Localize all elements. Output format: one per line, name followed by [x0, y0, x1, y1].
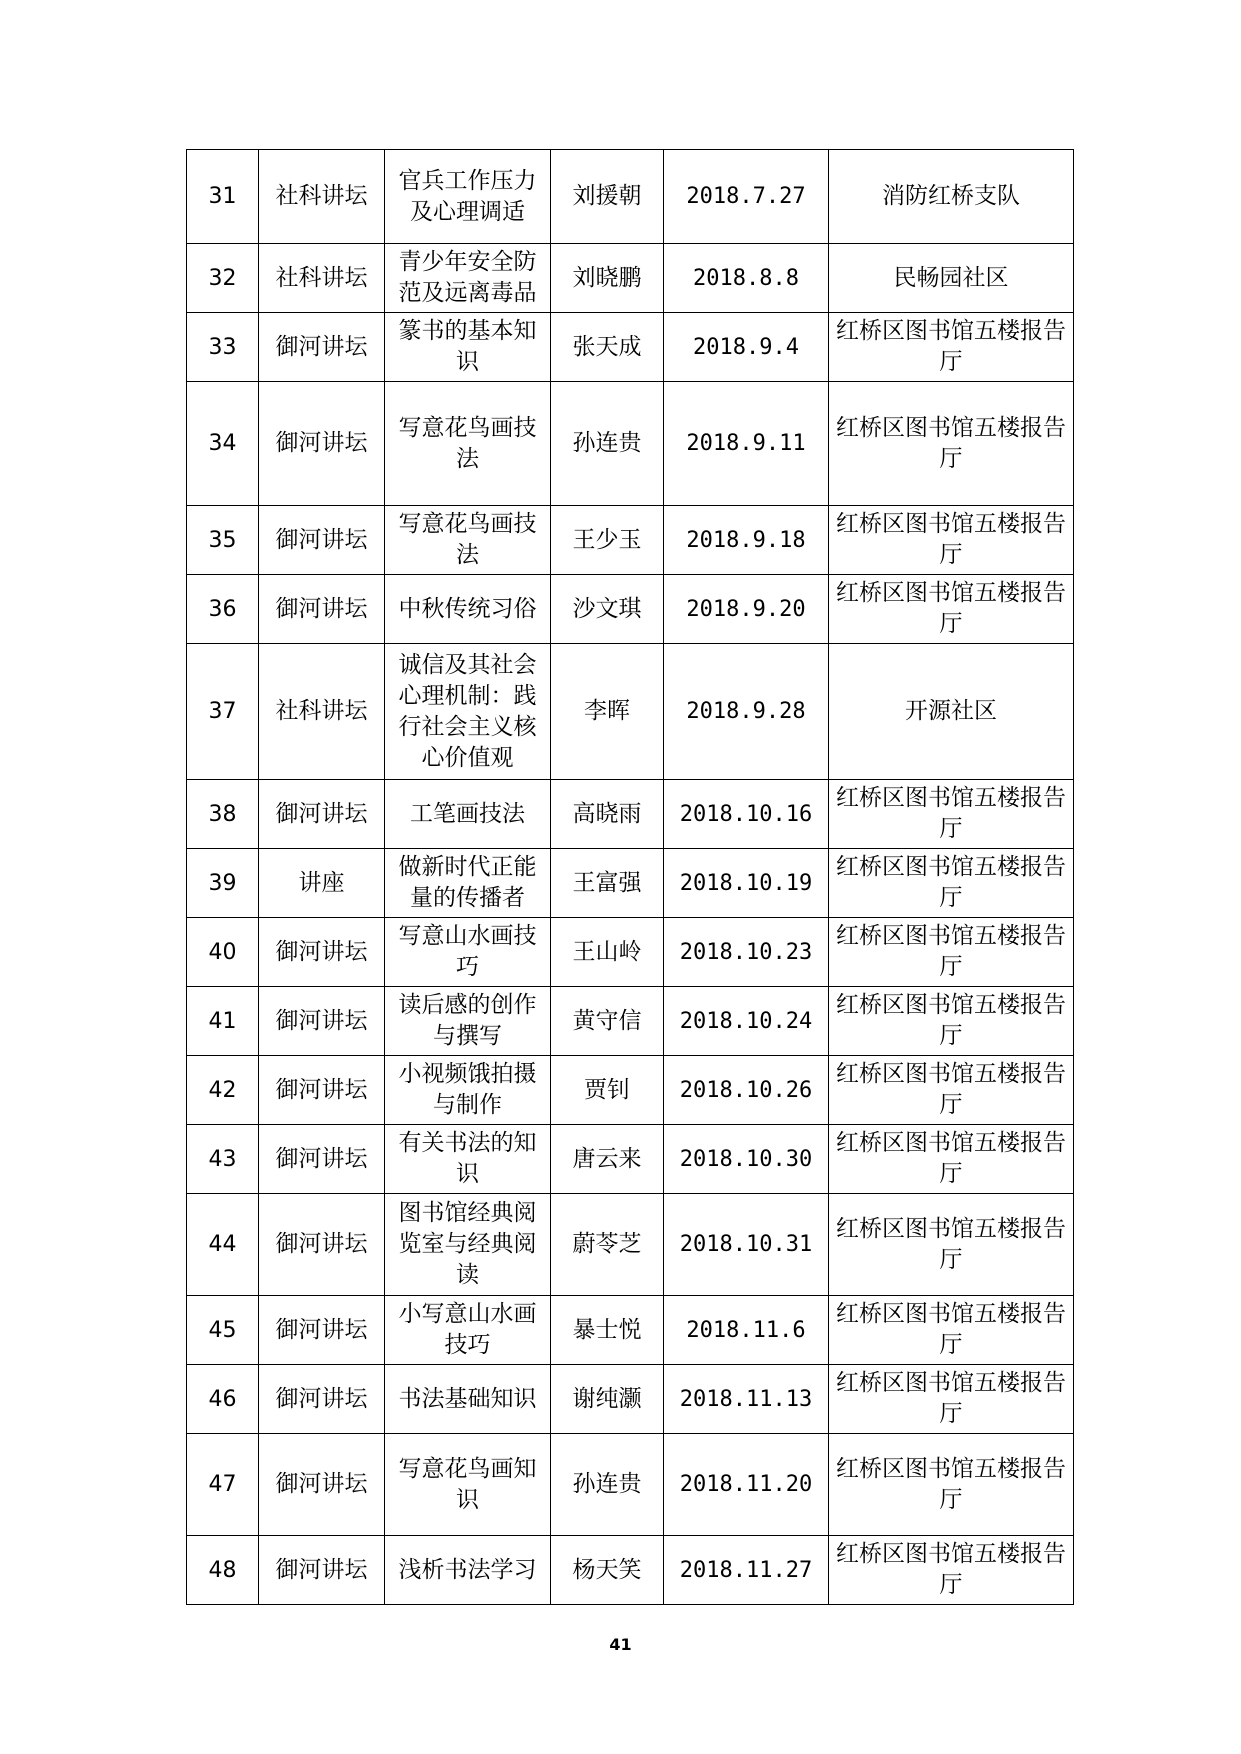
cell-venue: 红桥区图书馆五楼报告厅 — [829, 849, 1074, 918]
cell-number: 32 — [187, 244, 259, 313]
cell-type: 御河讲坛 — [259, 918, 385, 987]
cell-number: 31 — [187, 150, 259, 244]
table-row — [187, 150, 1074, 244]
cell-number: 44 — [187, 1194, 259, 1296]
cell-speaker: 沙文琪 — [551, 575, 664, 644]
cell-date: 2018.11.20 — [664, 1434, 829, 1536]
cell-date: 2018.9.11 — [664, 382, 829, 506]
cell-venue: 红桥区图书馆五楼报告厅 — [829, 1365, 1074, 1434]
cell-type: 御河讲坛 — [259, 1125, 385, 1194]
cell-venue: 红桥区图书馆五楼报告厅 — [829, 780, 1074, 849]
cell-date: 2018.9.20 — [664, 575, 829, 644]
cell-type: 御河讲坛 — [259, 987, 385, 1056]
cell-speaker: 蔚苓芝 — [551, 1194, 664, 1296]
page-number: 41 — [609, 1635, 632, 1654]
cell-speaker: 张天成 — [551, 313, 664, 382]
table-row — [187, 244, 1074, 313]
cell-speaker: 杨天笑 — [551, 1536, 664, 1605]
cell-date: 2018.10.23 — [664, 918, 829, 987]
cell-topic: 写意花鸟画技法 — [385, 382, 551, 506]
cell-type: 御河讲坛 — [259, 1434, 385, 1536]
cell-type: 御河讲坛 — [259, 780, 385, 849]
cell-number: 35 — [187, 506, 259, 575]
cell-date: 2018.10.24 — [664, 987, 829, 1056]
cell-venue: 红桥区图书馆五楼报告厅 — [829, 575, 1074, 644]
cell-venue: 红桥区图书馆五楼报告厅 — [829, 506, 1074, 575]
cell-speaker: 刘晓鹏 — [551, 244, 664, 313]
cell-type: 御河讲坛 — [259, 313, 385, 382]
cell-speaker: 刘援朝 — [551, 150, 664, 244]
cell-speaker: 高晓雨 — [551, 780, 664, 849]
cell-number: 43 — [187, 1125, 259, 1194]
table-row — [187, 849, 1074, 918]
cell-number: 45 — [187, 1296, 259, 1365]
cell-date: 2018.10.30 — [664, 1125, 829, 1194]
cell-type: 御河讲坛 — [259, 506, 385, 575]
cell-type: 御河讲坛 — [259, 1296, 385, 1365]
cell-venue: 红桥区图书馆五楼报告厅 — [829, 1056, 1074, 1125]
cell-number: 36 — [187, 575, 259, 644]
cell-type: 御河讲坛 — [259, 1056, 385, 1125]
cell-type: 御河讲坛 — [259, 382, 385, 506]
table-row — [187, 1125, 1074, 1194]
cell-topic: 官兵工作压力及心理调适 — [385, 150, 551, 244]
table-row — [187, 1056, 1074, 1125]
cell-number: 48 — [187, 1536, 259, 1605]
cell-topic: 青少年安全防范及远离毒品 — [385, 244, 551, 313]
table-row — [187, 313, 1074, 382]
cell-type: 社科讲坛 — [259, 644, 385, 780]
cell-speaker: 唐云来 — [551, 1125, 664, 1194]
table-body — [187, 150, 1074, 1605]
cell-type: 讲座 — [259, 849, 385, 918]
cell-speaker: 暴士悦 — [551, 1296, 664, 1365]
cell-speaker: 王山岭 — [551, 918, 664, 987]
cell-speaker: 贾钊 — [551, 1056, 664, 1125]
cell-venue: 红桥区图书馆五楼报告厅 — [829, 382, 1074, 506]
cell-topic: 图书馆经典阅览室与经典阅读 — [385, 1194, 551, 1296]
cell-speaker: 孙连贵 — [551, 1434, 664, 1536]
cell-number: 33 — [187, 313, 259, 382]
cell-topic: 写意花鸟画知识 — [385, 1434, 551, 1536]
cell-number: 40 — [187, 918, 259, 987]
table-row — [187, 780, 1074, 849]
cell-date: 2018.10.19 — [664, 849, 829, 918]
cell-number: 39 — [187, 849, 259, 918]
cell-venue: 红桥区图书馆五楼报告厅 — [829, 1536, 1074, 1605]
lecture-schedule-table — [186, 149, 1074, 1605]
table-row — [187, 1296, 1074, 1365]
table-row — [187, 918, 1074, 987]
cell-venue: 民畅园社区 — [829, 244, 1074, 313]
cell-date: 2018.11.27 — [664, 1536, 829, 1605]
cell-venue: 红桥区图书馆五楼报告厅 — [829, 918, 1074, 987]
cell-type: 御河讲坛 — [259, 575, 385, 644]
table-row — [187, 1536, 1074, 1605]
cell-venue: 红桥区图书馆五楼报告厅 — [829, 1434, 1074, 1536]
cell-date: 2018.10.26 — [664, 1056, 829, 1125]
cell-date: 2018.9.4 — [664, 313, 829, 382]
cell-venue: 红桥区图书馆五楼报告厅 — [829, 1125, 1074, 1194]
cell-venue: 红桥区图书馆五楼报告厅 — [829, 1194, 1074, 1296]
cell-type: 御河讲坛 — [259, 1536, 385, 1605]
cell-type: 御河讲坛 — [259, 1365, 385, 1434]
cell-topic: 写意花鸟画技法 — [385, 506, 551, 575]
cell-venue: 红桥区图书馆五楼报告厅 — [829, 987, 1074, 1056]
table-row — [187, 382, 1074, 506]
cell-speaker: 王富强 — [551, 849, 664, 918]
cell-number: 46 — [187, 1365, 259, 1434]
cell-topic: 小视频饿拍摄与制作 — [385, 1056, 551, 1125]
cell-date: 2018.9.28 — [664, 644, 829, 780]
cell-topic: 有关书法的知识 — [385, 1125, 551, 1194]
cell-speaker: 孙连贵 — [551, 382, 664, 506]
cell-topic: 中秋传统习俗 — [385, 575, 551, 644]
table-row — [187, 575, 1074, 644]
cell-venue: 消防红桥支队 — [829, 150, 1074, 244]
cell-date: 2018.7.27 — [664, 150, 829, 244]
cell-number: 41 — [187, 987, 259, 1056]
cell-topic: 篆书的基本知识 — [385, 313, 551, 382]
cell-number: 47 — [187, 1434, 259, 1536]
cell-date: 2018.10.16 — [664, 780, 829, 849]
cell-topic: 书法基础知识 — [385, 1365, 551, 1434]
cell-type: 社科讲坛 — [259, 244, 385, 313]
cell-number: 38 — [187, 780, 259, 849]
cell-venue: 开源社区 — [829, 644, 1074, 780]
table-row — [187, 644, 1074, 780]
cell-speaker: 王少玉 — [551, 506, 664, 575]
cell-date: 2018.11.13 — [664, 1365, 829, 1434]
table-row — [187, 1434, 1074, 1536]
cell-venue: 红桥区图书馆五楼报告厅 — [829, 1296, 1074, 1365]
cell-topic: 小写意山水画技巧 — [385, 1296, 551, 1365]
cell-topic: 做新时代正能量的传播者 — [385, 849, 551, 918]
table-row — [187, 987, 1074, 1056]
cell-type: 社科讲坛 — [259, 150, 385, 244]
cell-speaker: 李晖 — [551, 644, 664, 780]
table-row — [187, 1365, 1074, 1434]
cell-venue: 红桥区图书馆五楼报告厅 — [829, 313, 1074, 382]
cell-date: 2018.11.6 — [664, 1296, 829, 1365]
table-row — [187, 506, 1074, 575]
cell-date: 2018.9.18 — [664, 506, 829, 575]
cell-topic: 读后感的创作与撰写 — [385, 987, 551, 1056]
cell-type: 御河讲坛 — [259, 1194, 385, 1296]
cell-number: 34 — [187, 382, 259, 506]
cell-date: 2018.10.31 — [664, 1194, 829, 1296]
cell-topic: 工笔画技法 — [385, 780, 551, 849]
cell-topic: 诚信及其社会心理机制：践行社会主义核心价值观 — [385, 644, 551, 780]
cell-topic: 浅析书法学习 — [385, 1536, 551, 1605]
cell-number: 42 — [187, 1056, 259, 1125]
cell-date: 2018.8.8 — [664, 244, 829, 313]
cell-number: 37 — [187, 644, 259, 780]
cell-speaker: 谢纯灏 — [551, 1365, 664, 1434]
cell-topic: 写意山水画技巧 — [385, 918, 551, 987]
cell-speaker: 黄守信 — [551, 987, 664, 1056]
table-row — [187, 1194, 1074, 1296]
